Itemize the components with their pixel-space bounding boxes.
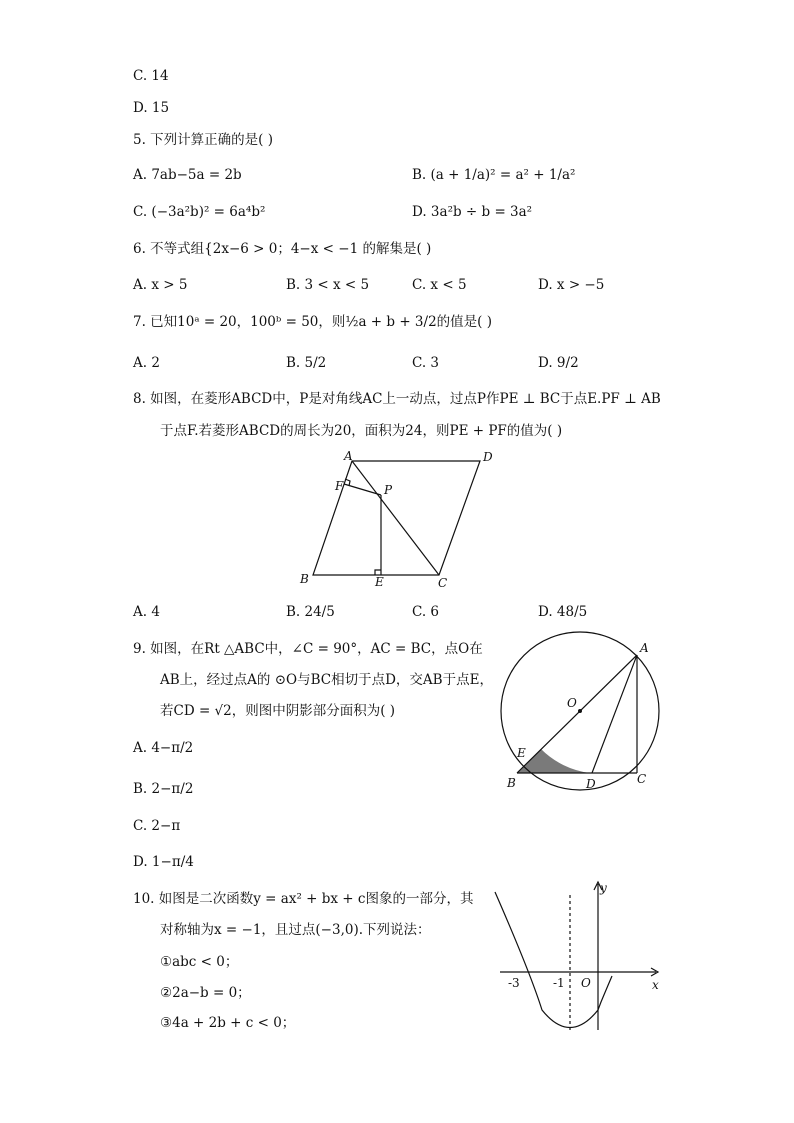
label-origin: O: [581, 976, 591, 990]
q6-option-c: C. x < 5: [412, 277, 467, 293]
label-c: C: [637, 772, 647, 786]
label-d: D: [483, 450, 493, 464]
q6-option-a: A. x > 5: [133, 277, 188, 293]
label-minus-3: -3: [508, 976, 520, 990]
label-y: y: [600, 881, 607, 895]
label-e: E: [375, 575, 384, 589]
q8-stem-line2: 于点F.若菱形ABCD的周长为20，面积为24，则PE + PF的值为( ): [160, 423, 563, 439]
q5-option-d: D. 3a²b ÷ b = 3a²: [412, 204, 533, 220]
label-a: A: [640, 641, 649, 655]
q5-option-b: B. (a + 1/a)² = a² + 1/a²: [412, 167, 576, 183]
q9-option-c: C. 2−π: [133, 818, 181, 834]
label-d: D: [586, 777, 596, 791]
q9-option-d: D. 1−π/4: [133, 854, 194, 870]
q8-option-d: D. 48/5: [538, 604, 588, 620]
q5-stem: 5. 下列计算正确的是( ): [133, 132, 273, 148]
q4-option-d: D. 15: [133, 100, 170, 116]
q7-option-d: D. 9/2: [538, 355, 579, 371]
q6-stem: 6. 不等式组{2x−6 > 0；4−x < −1 的解集是( ): [133, 241, 432, 257]
q9-stem-line2: AB上，经过点A的 ⊙O与BC相切于点D，交AB于点E，: [160, 672, 493, 688]
q10-statement-1: ①abc < 0；: [160, 954, 239, 970]
label-e: E: [517, 746, 526, 760]
q6-option-b: B. 3 < x < 5: [286, 277, 370, 293]
label-minus-1: -1: [553, 976, 565, 990]
q7-option-c: C. 3: [412, 355, 440, 371]
q6-option-d: D. x > −5: [538, 277, 605, 293]
q10-statement-2: ②2a−b = 0；: [160, 985, 251, 1001]
label-c: C: [438, 576, 448, 590]
q4-option-c: C. 14: [133, 68, 169, 84]
label-b: B: [300, 572, 309, 586]
q9-stem-line1: 9. 如图，在Rt △ABC中，∠C = 90°，AC = BC，点O在: [133, 641, 483, 657]
q8-option-a: A. 4: [133, 604, 160, 620]
q9-option-a: A. 4−π/2: [133, 740, 194, 756]
q8-option-c: C. 6: [412, 604, 440, 620]
label-f: F: [335, 479, 344, 493]
label-b: B: [507, 776, 516, 790]
label-x: x: [652, 978, 659, 992]
q10-stem-line2: 对称轴为x = −1，且过点(−3,0).下列说法：: [160, 922, 431, 938]
q5-option-c: C. (−3a²b)² = 6a⁴b²: [133, 204, 266, 220]
q7-option-b: B. 5/2: [286, 355, 327, 371]
q8-option-b: B. 24/5: [286, 604, 335, 620]
parabola-curve: [495, 892, 612, 1028]
q10-statement-3: ③4a + 2b + c < 0；: [160, 1015, 296, 1031]
q7-option-a: A. 2: [133, 355, 160, 371]
q9-option-b: B. 2−π/2: [133, 781, 194, 797]
label-p: P: [384, 483, 393, 497]
q5-option-a: A. 7ab−5a = 2b: [133, 167, 242, 183]
q8-stem-line1: 8. 如图，在菱形ABCD中，P是对角线AC上一动点，过点P作PE ⊥ BC于点E.PF ⊥ AB: [133, 391, 661, 407]
q7-stem: 7. 已知10ᵃ = 20，100ᵇ = 50，则½a + b + 3/2的值是( ): [133, 314, 492, 330]
q10-stem-line1: 10. 如图是二次函数y = ax² + bx + c图象的一部分，其: [133, 891, 474, 907]
label-o: O: [567, 696, 577, 710]
label-a: A: [344, 449, 353, 463]
q9-stem-line3: 若CD = √2，则图中阴影部分面积为( ): [160, 703, 396, 719]
